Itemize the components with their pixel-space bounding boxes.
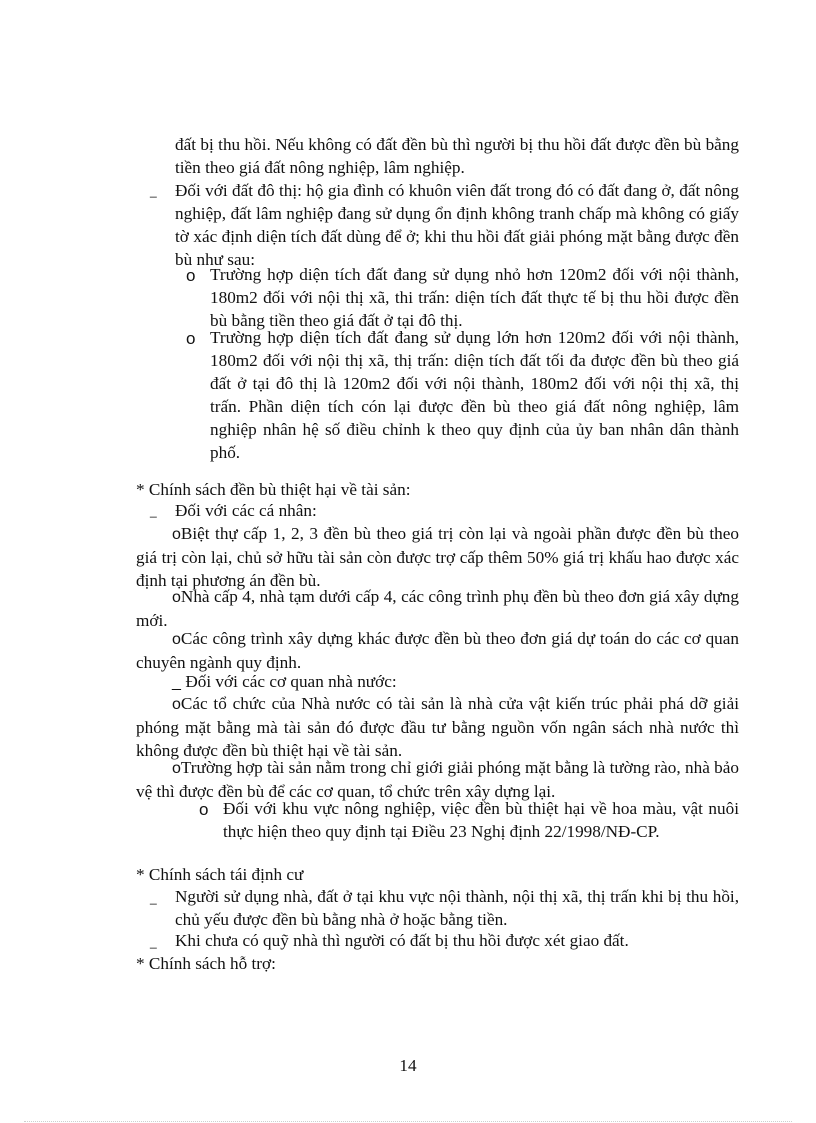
circle-bullet: o: [186, 266, 196, 285]
grade4-house-text: Nhà cấp 4, nhà tạm dưới cấp 4, các công trình phụ đền bù theo đơn giá xây dựng mới.: [136, 587, 739, 630]
circle-bullet: o: [172, 631, 181, 648]
circle-bullet: o: [172, 696, 181, 713]
other-constructions-text: Các công trình xây dựng khác được đền bù theo đơn giá dự toán do các cơ quan chuyên ngành quy định.: [136, 629, 739, 672]
dash-bullet: _: [150, 184, 157, 198]
dash-bullet: _: [172, 674, 186, 691]
page-number: 14: [399, 1056, 417, 1075]
dash-bullet: _: [150, 504, 157, 518]
state-agencies-text: Đối với các cơ quan nhà nước:: [185, 672, 397, 691]
paragraph-urban-case-under-120: Trường hợp diện tích đất đang sử dụng nhỏ hơn 120m2 đối với nội thành, 180m2 đối với nội thị xã, thi trấn: diện tích đất thực tế bị thu hồi được đền bù bằng tiền theo giá đất ở tại đô thị.: [210, 265, 739, 330]
circle-bullet: o: [172, 589, 181, 606]
paragraph-resettle-house: Người sử dụng nhà, đất ở tại khu vực nội thành, nội thị xã, thị trấn khi bị thu hồi, chủ yếu được đền bù bằng nhà ở hoặc bằng tiền.: [175, 887, 739, 929]
heading-asset-compensation: * Chính sách đền bù thiệt hại về tài sản:: [136, 480, 411, 499]
paragraph-urban-case-over-120: Trường hợp diện tích đất đang sử dụng lớn hơn 120m2 đối với nội thành, 180m2 đối với nội thị xã, thị trấn: diện tích đất tối đa được đền bù theo giá đất ở tại đô thị là 120m2 đối với nội thành, 180m2 đối với nội thị xã, thị trấn. Phần diện tích cón lại được đền bù theo giá đất nông nghiệp, lâm nghiệp nhân hệ số điều chỉnh k theo quy định của ủy ban nhân dân thành phố.: [210, 328, 739, 462]
paragraph-villa-compensation: [136, 522, 739, 592]
dash-bullet: _: [150, 935, 157, 949]
dash-bullet: _: [150, 891, 157, 905]
paragraph-grade4-house: [136, 585, 739, 632]
label-state-agencies: [136, 670, 739, 694]
circle-bullet: o: [199, 800, 209, 819]
paragraph-agriculture-crops: Đối với khu vực nông nghiệp, việc đền bù thiệt hại về hoa màu, vật nuôi thực hiện theo quy định tại Điều 23 Nghị định 22/1998/NĐ-CP.: [223, 799, 739, 841]
heading-resettlement: * Chính sách tái định cư: [136, 865, 304, 884]
paragraph-resettle-land: Khi chưa có quỹ nhà thì người có đất bị thu hồi được xét giao đất.: [175, 931, 629, 950]
heading-support-policy: * Chính sách hỗ trợ:: [136, 954, 276, 973]
label-individuals: Đối với các cá nhân:: [175, 501, 317, 520]
paragraph-urban-land: Đối với đất đô thị: hộ gia đình có khuôn viên đất trong đó có đất đang ở, đất nông nghiệp, đất lâm nghiệp đang sử dụng ổn định không tranh chấp mà không có giấy tờ xác định diện tích đất dùng để ở; khi thu hồi đất giải phóng mặt bằng được đền bù như sau:: [175, 181, 739, 269]
page-bottom-border: [24, 1121, 792, 1122]
circle-bullet: o: [172, 760, 181, 777]
fence-guardhouse-text: Trường hợp tài sản nằm trong chỉ giới giải phóng mặt bằng là tường rào, nhà bảo vệ thì được đền bù để các cơ quan, tổ chức trên xây dựng lại.: [136, 758, 739, 801]
paragraph-land-compensation-cont: đất bị thu hồi. Nếu không có đất đền bù thì người bị thu hồi đất được đền bù bằng tiền theo giá đất nông nghiệp, lâm nghiệp.: [175, 135, 739, 177]
state-assets-text: Các tổ chức của Nhà nước có tài sản là nhà cửa vật kiến trúc phải phá dỡ giải phóng mặt bằng mà tài sản đó được đầu tư bằng nguồn vốn ngân sách nhà nước thì không được đền bù thiệt hại về tài sản.: [136, 694, 739, 760]
paragraph-state-assets: [136, 692, 739, 762]
circle-bullet: o: [186, 329, 196, 348]
circle-bullet: o: [172, 526, 181, 543]
paragraph-fence-guardhouse: [136, 756, 739, 803]
paragraph-other-constructions: [136, 627, 739, 674]
villa-compensation-text: Biệt thự cấp 1, 2, 3 đền bù theo giá trị còn lại và ngoài phần được đền bù theo giá trị còn lại, chủ sở hữu tài sản còn được trợ cấp thêm 50% giá trị khấu hao được xác định tại phương án đền bù.: [136, 524, 739, 590]
